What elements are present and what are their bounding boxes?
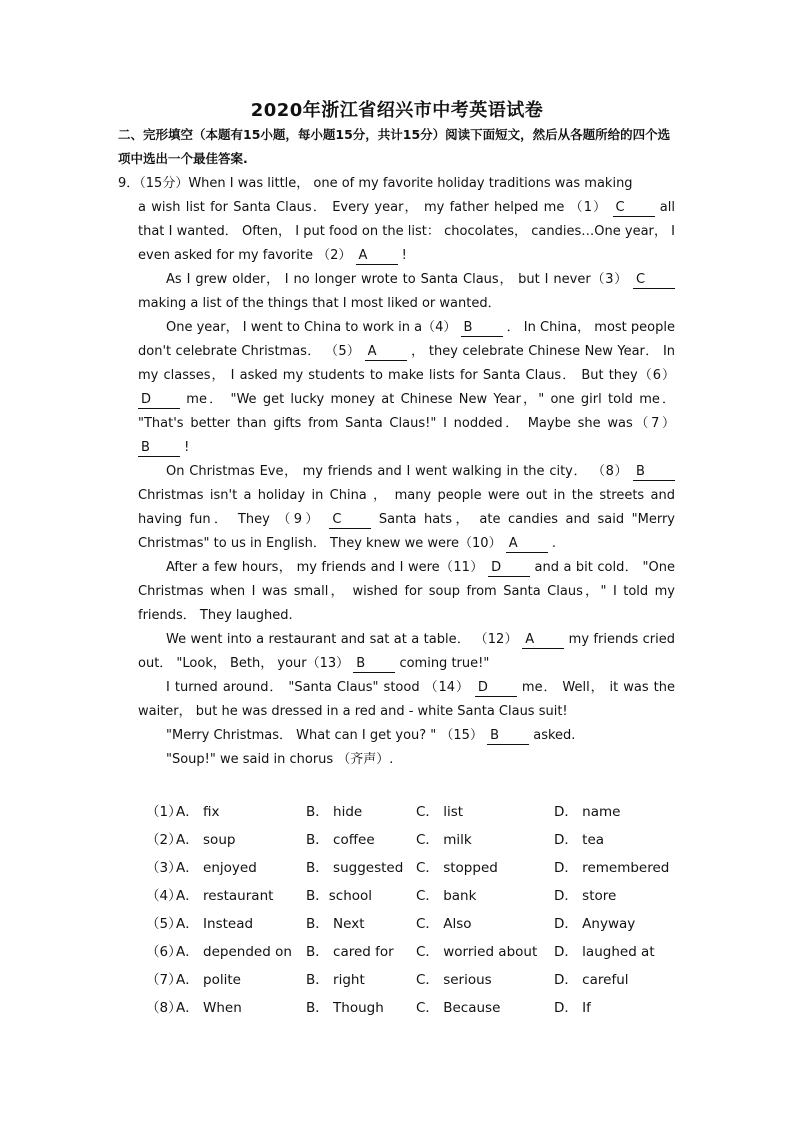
- option-d: D． store: [554, 888, 617, 904]
- blank-2: A: [356, 248, 398, 265]
- blank-14: D: [475, 680, 517, 697]
- text: making a list of the things that I most liked or wanted．: [138, 296, 501, 311]
- option-row-2: [146, 824, 686, 852]
- text: "Soup!" we said in chorus （齐声）.: [166, 752, 394, 767]
- text: !: [401, 248, 407, 263]
- blank-10: A: [506, 536, 548, 553]
- option-b: B． Next: [306, 916, 365, 932]
- options-list: [146, 796, 686, 1020]
- text: asked.: [533, 728, 576, 743]
- question-header: 9．（15分）When I was little， one of my favorite holiday traditions was making: [118, 176, 633, 191]
- option-c: C． bank: [416, 888, 477, 904]
- text: me． Well， it was the waiter， but he was dressed in a red and - white Santa Claus suit!: [138, 680, 676, 719]
- paragraph-4: [138, 460, 675, 556]
- option-b: B．school: [306, 888, 373, 904]
- option-number: （7）: [146, 972, 182, 988]
- text: "Merry Christmas． What can I get you? " （15）: [166, 728, 483, 743]
- text: .: [551, 536, 556, 551]
- option-b: B． hide: [306, 804, 363, 820]
- text: On Christmas Eve， my friends and I went walking in the city． （8）: [166, 464, 629, 479]
- option-a: A． polite: [176, 972, 241, 988]
- exam-title: 2020年浙江省绍兴市中考英语试卷: [250, 100, 544, 121]
- option-d: D． careful: [554, 972, 629, 988]
- option-d: D． laughed at: [554, 944, 655, 960]
- passage: [138, 196, 675, 772]
- text: coming true!": [399, 656, 490, 671]
- option-a: A． When: [176, 1000, 242, 1016]
- blank-8: B: [633, 464, 675, 481]
- option-a: A． Instead: [176, 916, 254, 932]
- option-number: （6）: [146, 944, 182, 960]
- option-row-5: [146, 908, 686, 936]
- paragraph-5: [138, 556, 675, 628]
- paragraph-3: [138, 316, 675, 460]
- option-b: B． Though: [306, 1000, 384, 1016]
- option-number: （8）: [146, 1000, 182, 1016]
- text: a wish list for Santa Claus． Every year， my father helped me （1）: [138, 200, 608, 215]
- option-d: D． If: [554, 1000, 591, 1016]
- text: !: [184, 440, 190, 455]
- option-c: C． stopped: [416, 860, 498, 876]
- text: As I grew older， I no longer wrote to Santa Claus， but I never（3）: [166, 272, 629, 287]
- option-d: D． Anyway: [554, 916, 636, 932]
- blank-13: B: [353, 656, 395, 673]
- option-c: C． list: [416, 804, 464, 820]
- text: After a few hours， my friends and I were（11）: [166, 560, 484, 575]
- option-row-3: [146, 852, 686, 880]
- option-d: D． name: [554, 804, 621, 820]
- option-c: C． Because: [416, 1000, 501, 1016]
- blank-1: C: [613, 200, 655, 217]
- option-row-8: [146, 992, 686, 1020]
- option-row-1: [146, 796, 686, 824]
- option-number: （2）: [146, 832, 182, 848]
- blank-15: B: [487, 728, 529, 745]
- option-a: A． soup: [176, 832, 236, 848]
- text: Christmas isn't a holiday in China ， many people were out in the streets and having fun． They （9）: [138, 488, 675, 527]
- option-b: B． coffee: [306, 832, 375, 848]
- section-instructions: 二、完形填空（本题有15小题，每小题15分，共计15分）阅读下面短文，然后从各题所给的四个选项中选出一个最佳答案.: [118, 127, 671, 166]
- option-row-4: [146, 880, 686, 908]
- option-number: （1）: [146, 804, 182, 820]
- text: I turned around． "Santa Claus" stood （14）: [166, 680, 470, 695]
- text: One year， I went to China to work in a（4）: [166, 320, 457, 335]
- blank-7: B: [138, 440, 180, 457]
- option-a: A． restaurant: [176, 888, 274, 904]
- paragraph-8: [138, 724, 675, 748]
- text: ， they celebrate Chinese New Year． In my classes， I asked my students to make lists for Santa Claus． But they（6）: [138, 344, 676, 383]
- paragraph-2: [138, 268, 675, 316]
- text: my friends cried out． "Look， Beth， your（13）: [138, 632, 675, 671]
- option-c: C． serious: [416, 972, 492, 988]
- option-b: B． cared for: [306, 944, 394, 960]
- option-b: B． suggested: [306, 860, 404, 876]
- blank-4: B: [461, 320, 503, 337]
- option-d: D． tea: [554, 832, 605, 848]
- blank-9: C: [329, 512, 371, 529]
- option-number: （4）: [146, 888, 182, 904]
- blank-3: C: [633, 272, 675, 289]
- text: We went into a restaurant and sat at a table． （12）: [166, 632, 518, 647]
- option-number: （3）: [146, 860, 182, 876]
- blank-11: D: [488, 560, 530, 577]
- option-row-6: [146, 936, 686, 964]
- option-b: B． right: [306, 972, 365, 988]
- blank-6: D: [138, 392, 180, 409]
- option-number: （5）: [146, 916, 182, 932]
- text: ． In China， most people don't celebrate Christmas． （5）: [138, 320, 675, 359]
- paragraph-7: [138, 676, 675, 724]
- option-a: A． fix: [176, 804, 220, 820]
- option-d: D． remembered: [554, 860, 670, 876]
- option-a: A． enjoyed: [176, 860, 257, 876]
- text: Santa hats， ate candies and said "Merry Christmas" to us in English． They knew we were（10）: [138, 512, 675, 551]
- blank-5: A: [365, 344, 407, 361]
- paragraph-6: [138, 628, 675, 676]
- text: me． "We get lucky money at Chinese New Year，" one girl told me． "That's better than gifts from Santa Claus!" I nodded． Maybe she was（7）: [138, 392, 675, 431]
- option-row-7: [146, 964, 686, 992]
- text: and a bit cold． "One Christmas when I was small， wished for soup from Santa Claus，" I told my friends． They laughed.: [138, 560, 675, 623]
- option-c: C． worried about: [416, 944, 538, 960]
- option-a: A． depended on: [176, 944, 292, 960]
- option-c: C． Also: [416, 916, 472, 932]
- blank-12: A: [522, 632, 564, 649]
- option-c: C． milk: [416, 832, 472, 848]
- text: all that I wanted． Often， I put food on the list： chocolates， candies…One year， I even asked for my favorite （2）: [138, 200, 675, 263]
- paragraph-1: [138, 196, 675, 268]
- paragraph-9: [138, 748, 675, 772]
